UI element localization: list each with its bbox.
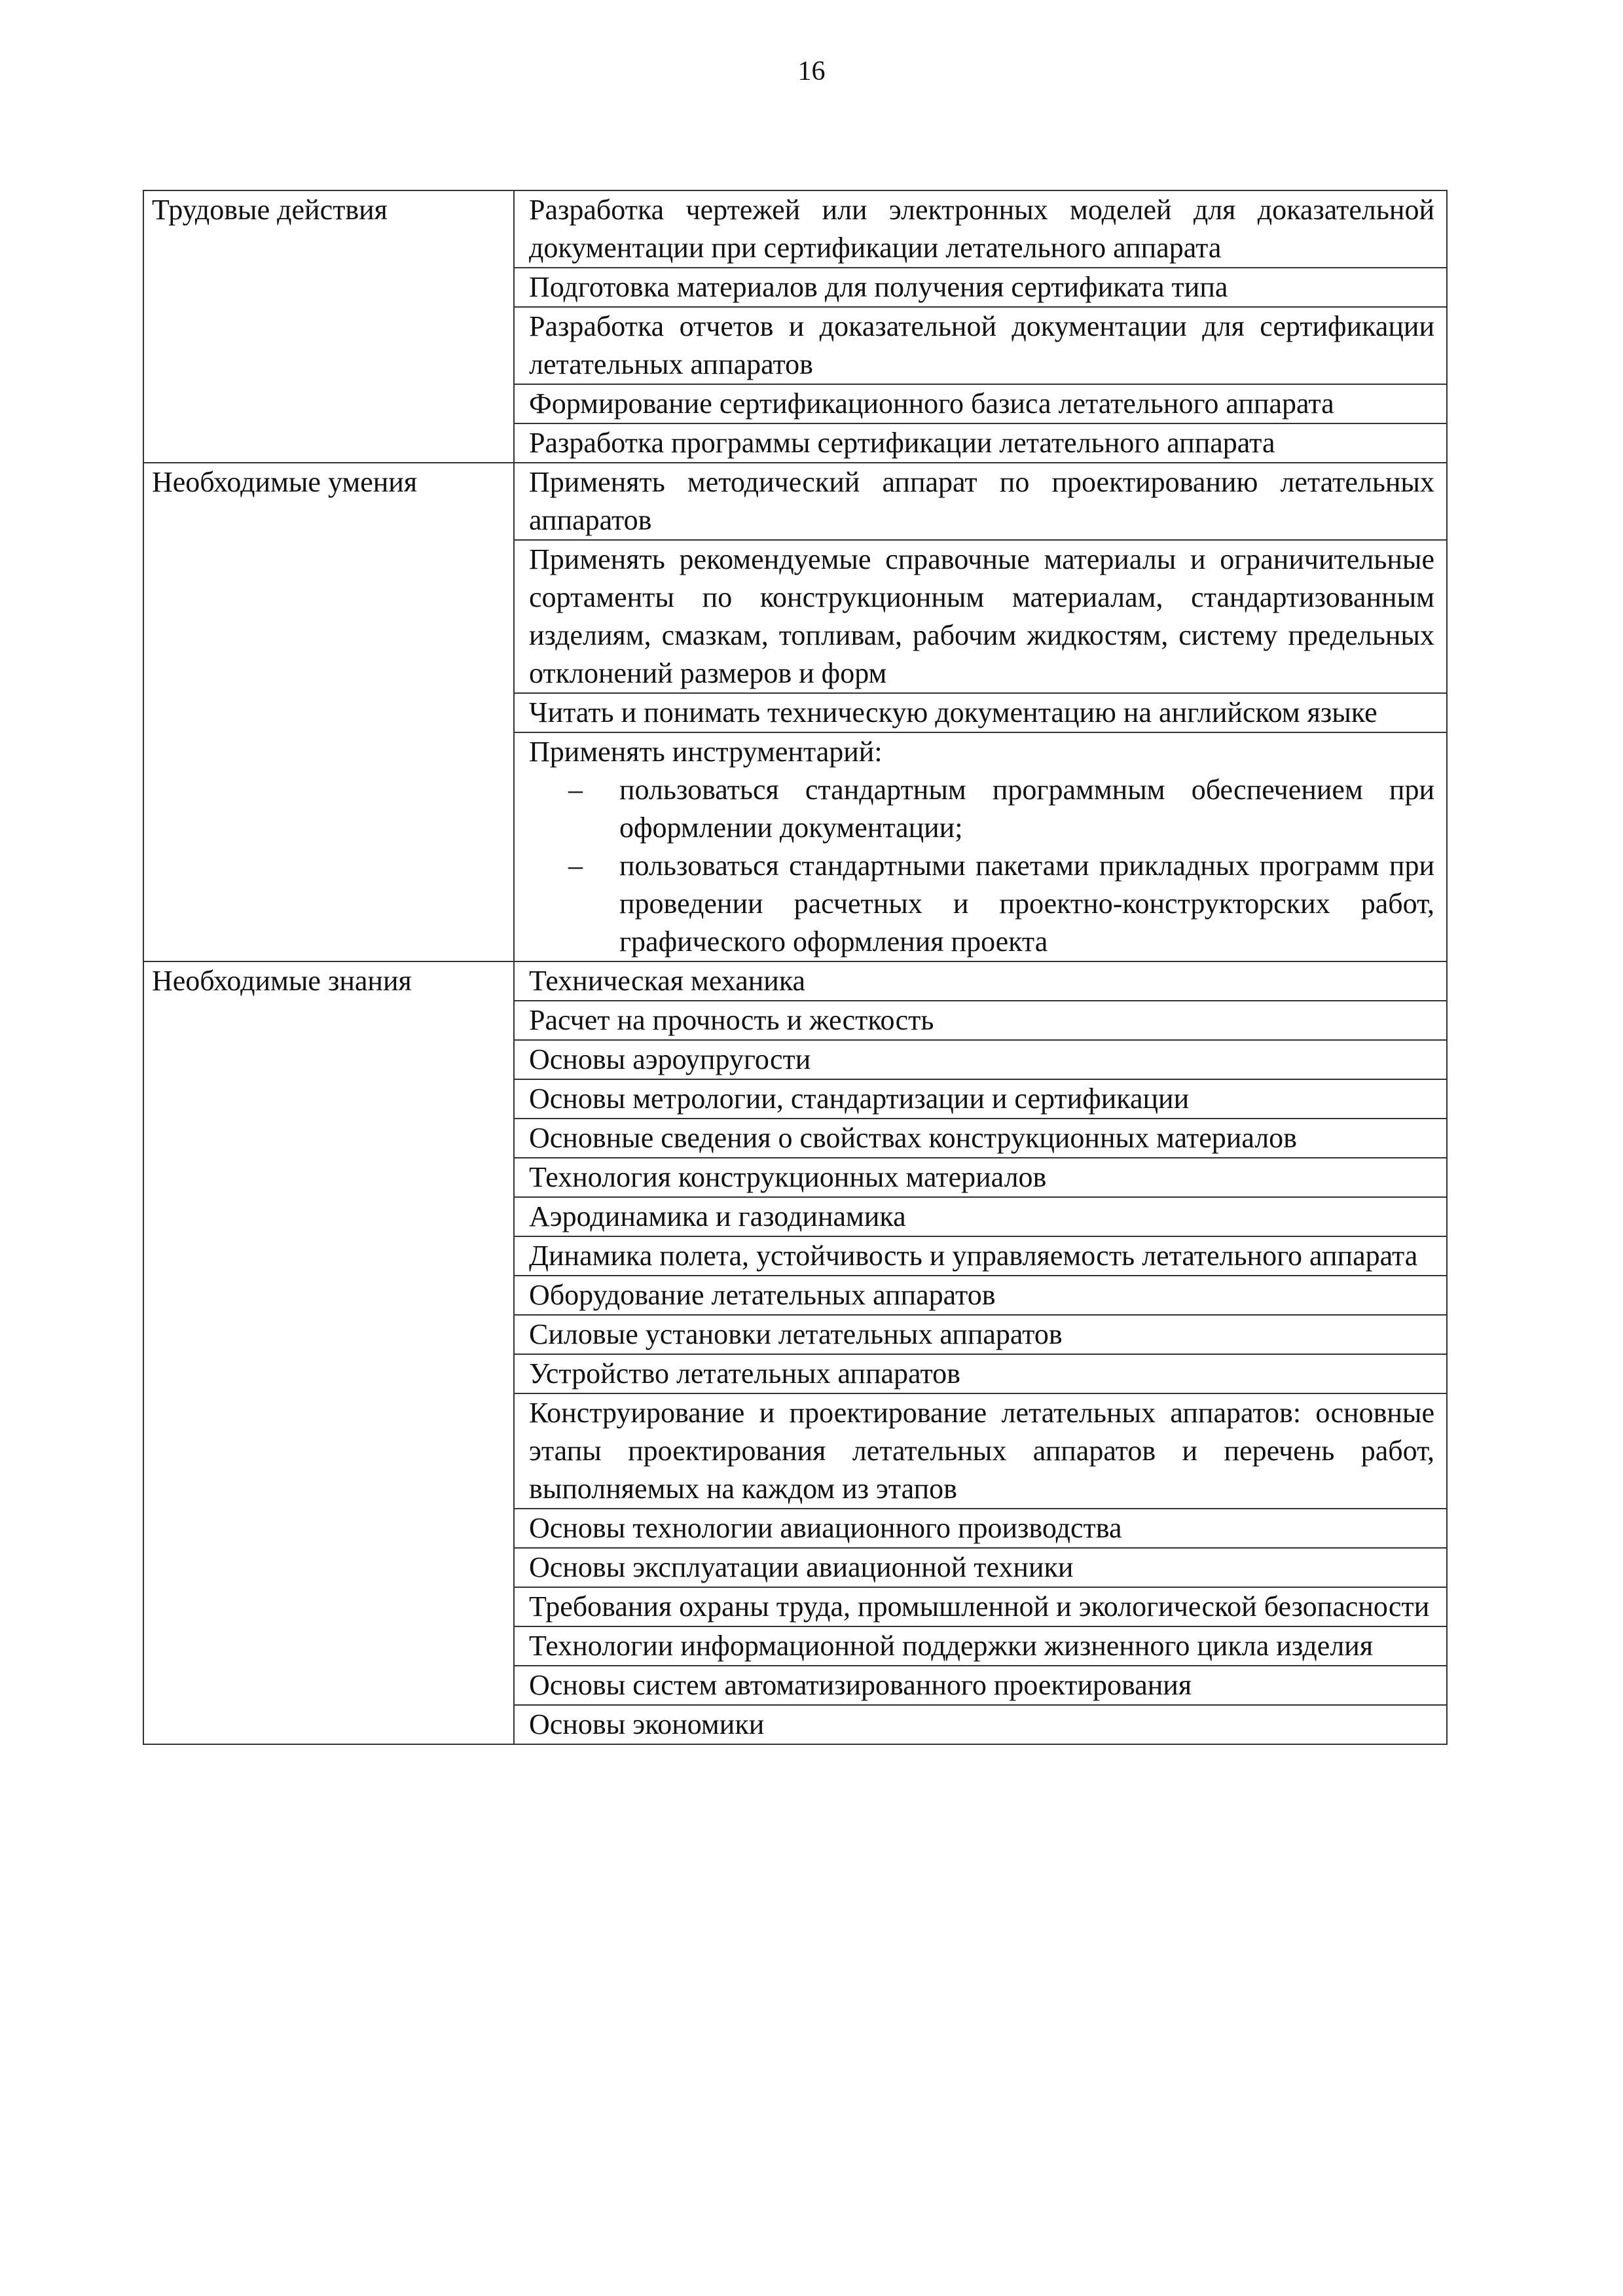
- list-item: [529, 771, 1434, 847]
- knowledge-item: Силовые установки летательных аппаратов: [514, 1315, 1447, 1354]
- skill-tools-list: [529, 771, 1434, 961]
- knowledge-item: Основы эксплуатации авиационной техники: [514, 1548, 1447, 1587]
- section-label-actions: Трудовые действия: [143, 190, 514, 463]
- skill-tools-intro: Применять инструментарий:: [529, 736, 883, 768]
- table-row: [143, 190, 1447, 268]
- section-label-skills: Необходимые умения: [143, 463, 514, 961]
- knowledge-item: Требования охраны труда, промышленной и экологической безопасности: [514, 1587, 1447, 1626]
- table-row: [143, 463, 1447, 540]
- knowledge-item: Оборудование летательных аппаратов: [514, 1276, 1447, 1315]
- knowledge-item: Техническая механика: [514, 961, 1447, 1001]
- knowledge-item: Расчет на прочность и жесткость: [514, 1001, 1447, 1040]
- dash-bullet: –: [568, 850, 583, 882]
- action-item: Разработка чертежей или электронных моделей для доказательной документации при сертификации летательного аппарата: [514, 190, 1447, 268]
- action-item: Формирование сертификационного базиса летательного аппарата: [514, 384, 1447, 423]
- dash-bullet: –: [568, 774, 583, 806]
- skill-tools-cell: [514, 732, 1447, 961]
- knowledge-item: Основы аэроупругости: [514, 1040, 1447, 1079]
- knowledge-item: Основы технологии авиационного производства: [514, 1509, 1447, 1548]
- knowledge-item: Устройство летательных аппаратов: [514, 1354, 1447, 1393]
- knowledge-item: Основные сведения о свойствах конструкционных материалов: [514, 1119, 1447, 1158]
- knowledge-item: Основы метрологии, стандартизации и сертификации: [514, 1079, 1447, 1119]
- section-label-knowledge: Необходимые знания: [143, 961, 514, 1744]
- knowledge-item: Технологии информационной поддержки жизненного цикла изделия: [514, 1626, 1447, 1666]
- skill-item: Применять методический аппарат по проектированию летательных аппаратов: [514, 463, 1447, 540]
- competency-table: [143, 190, 1448, 1745]
- knowledge-item: Основы систем автоматизированного проектирования: [514, 1666, 1447, 1705]
- knowledge-item: Динамика полета, устойчивость и управляемость летательного аппарата: [514, 1236, 1447, 1276]
- skill-item: Читать и понимать техническую документацию на английском языке: [514, 693, 1447, 732]
- list-item-text: пользоваться стандартным программным обеспечением при оформлении документации;: [619, 774, 1434, 844]
- list-item: [529, 847, 1434, 961]
- knowledge-item: Аэродинамика и газодинамика: [514, 1197, 1447, 1236]
- action-item: Подготовка материалов для получения сертификата типа: [514, 268, 1447, 307]
- knowledge-item: Конструирование и проектирование летательных аппаратов: основные этапы проектирования летательных аппаратов и перечень работ, выполняемых на каждом из этапов: [514, 1393, 1447, 1509]
- knowledge-item: Технология конструкционных материалов: [514, 1158, 1447, 1197]
- list-item-text: пользоваться стандартными пакетами прикладных программ при проведении расчетных и проектно-конструкторских работ, графического оформления проекта: [619, 850, 1434, 958]
- knowledge-item: Основы экономики: [514, 1705, 1447, 1744]
- page-number: 16: [797, 56, 826, 86]
- table-row: [143, 961, 1447, 1001]
- action-item: Разработка отчетов и доказательной документации для сертификации летательных аппаратов: [514, 307, 1447, 384]
- skill-item: Применять рекомендуемые справочные материалы и ограничительные сортаменты по конструкционным материалам, стандартизованным изделиям, смазкам, топливам, рабочим жидкостям, систему предельных отклонений размеров и форм: [514, 540, 1447, 693]
- action-item: Разработка программы сертификации летательного аппарата: [514, 423, 1447, 463]
